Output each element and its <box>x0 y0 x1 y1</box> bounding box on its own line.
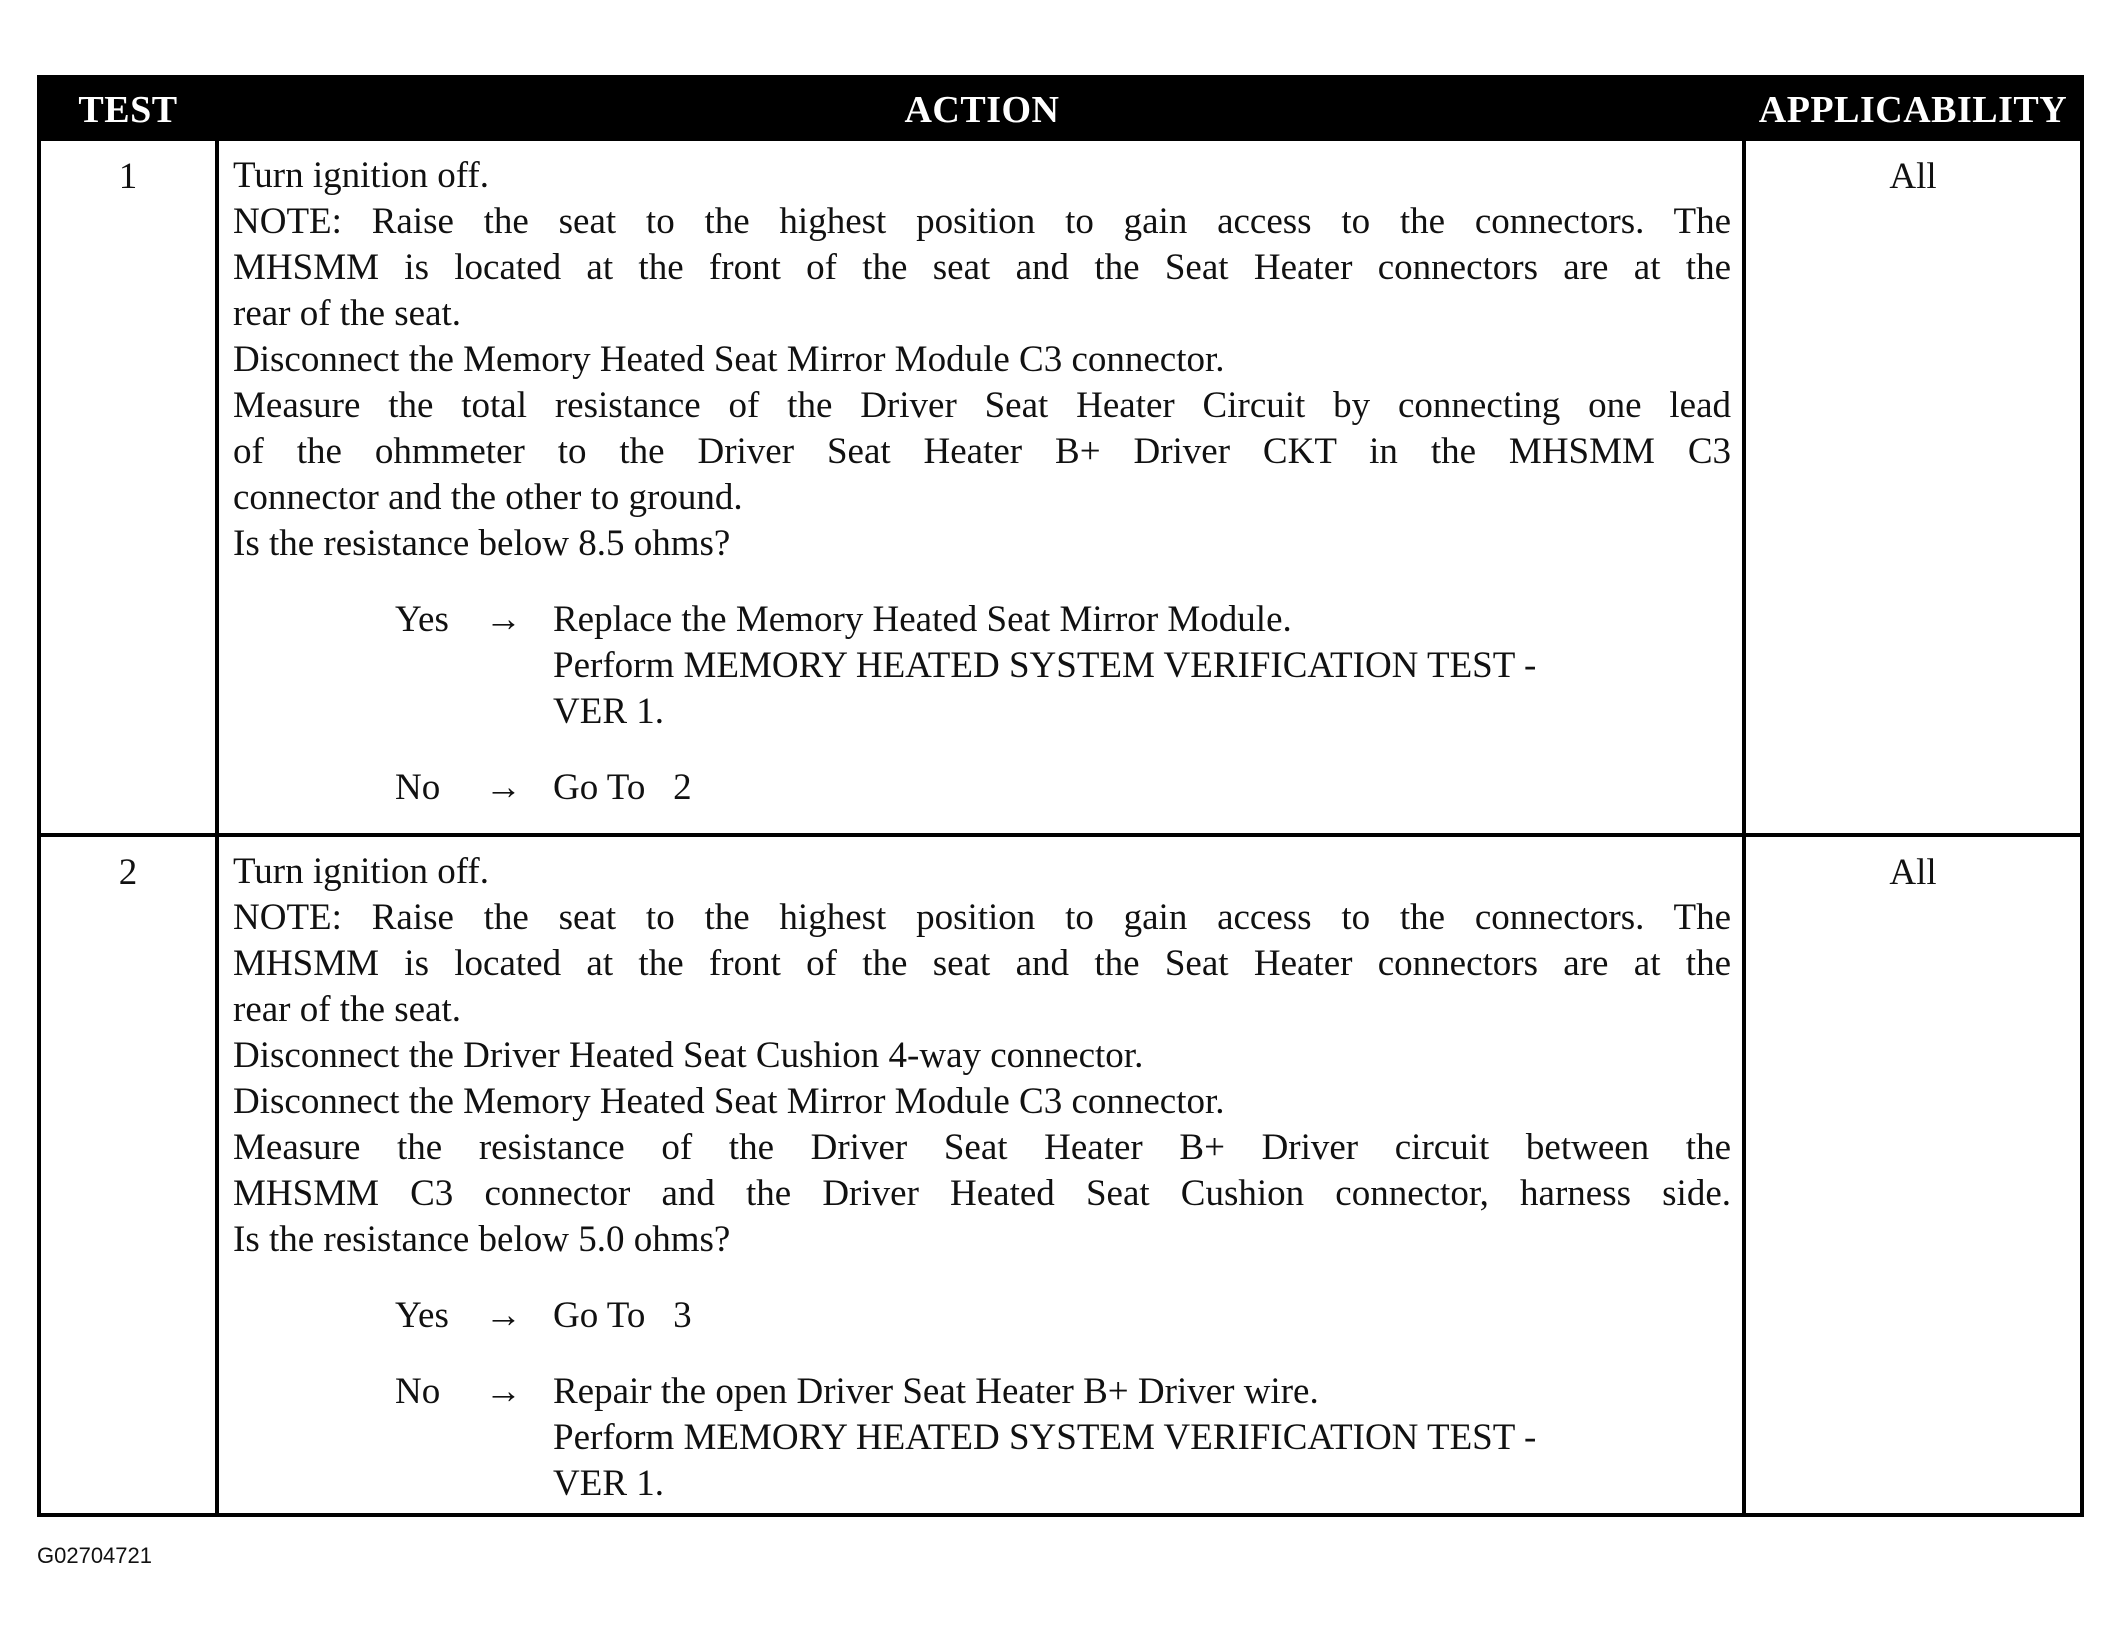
test-row-2 <box>41 837 2080 1513</box>
outcome-line: Go To 3 <box>553 1295 692 1336</box>
outcome-line: VER 1. <box>553 1463 664 1504</box>
header-action: ACTION <box>904 89 1060 131</box>
applicability-value: All <box>1889 156 1937 197</box>
arrow-icon: → <box>485 767 522 808</box>
result-outcome <box>553 1369 1731 1507</box>
action-line: Disconnect the Driver Heated Seat Cushion 4-way connector. <box>233 1035 1144 1076</box>
header-applicability: APPLICABILITY <box>1758 89 2068 131</box>
action-line: Measure the resistance of the Driver Seat Heater B+ Driver circuit between the <box>233 1127 1731 1168</box>
action-text <box>233 849 1731 1507</box>
action-line: rear of the seat. <box>233 989 462 1030</box>
header-test: TEST <box>78 89 178 131</box>
result-yes <box>395 1293 1731 1339</box>
outcome-line: Go To 2 <box>553 767 692 808</box>
action-line: Measure the total resistance of the Driver Seat Heater Circuit by connecting one lead <box>233 385 1731 426</box>
arrow-icon: → <box>485 1371 522 1412</box>
action-line: NOTE: Raise the seat to the highest position to gain access to the connectors. The <box>233 201 1731 242</box>
outcome-line: Replace the Memory Heated Seat Mirror Module. <box>553 599 1292 640</box>
result-label: Yes <box>395 599 449 640</box>
action-line: MHSMM C3 connector and the Driver Heated Seat Cushion connector, harness side. <box>233 1173 1731 1214</box>
figure-id: G02704721 <box>37 1543 152 1568</box>
outcome-line: Perform MEMORY HEATED SYSTEM VERIFICATION TEST - <box>553 1417 1537 1458</box>
action-line: connector and the other to ground. <box>233 477 743 518</box>
action-line: of the ohmmeter to the Driver Seat Heater B+ Driver CKT in the MHSMM C3 <box>233 431 1731 472</box>
table-header <box>41 79 2080 141</box>
action-line: Is the resistance below 8.5 ohms? <box>233 523 731 564</box>
test-number: 2 <box>118 852 138 893</box>
result-label: No <box>395 767 441 808</box>
action-line: Turn ignition off. <box>233 155 489 196</box>
action-line: Disconnect the Memory Heated Seat Mirror Module C3 connector. <box>233 339 1225 380</box>
result-outcome <box>553 1293 1731 1339</box>
result-outcome <box>553 765 1731 811</box>
result-outcome <box>553 597 1731 735</box>
outcome-line: Perform MEMORY HEATED SYSTEM VERIFICATION TEST - <box>553 645 1537 686</box>
action-text <box>233 153 1731 811</box>
test-row-1 <box>41 141 2080 833</box>
applicability-value: All <box>1889 852 1937 893</box>
action-line: rear of the seat. <box>233 293 462 334</box>
arrow-icon: → <box>485 1295 522 1336</box>
outcome-line: VER 1. <box>553 691 664 732</box>
result-yes <box>395 597 1731 735</box>
diagnostic-test-table <box>37 75 2084 1517</box>
arrow-icon: → <box>485 599 522 640</box>
action-line: MHSMM is located at the front of the seat and the Seat Heater connectors are at the <box>233 247 1731 288</box>
result-label: No <box>395 1371 441 1412</box>
action-line: Is the resistance below 5.0 ohms? <box>233 1219 731 1260</box>
test-number: 1 <box>118 156 138 197</box>
action-line: Disconnect the Memory Heated Seat Mirror Module C3 connector. <box>233 1081 1225 1122</box>
result-no <box>395 1369 1731 1507</box>
outcome-line: Repair the open Driver Seat Heater B+ Driver wire. <box>553 1371 1319 1412</box>
action-line: MHSMM is located at the front of the seat and the Seat Heater connectors are at the <box>233 943 1731 984</box>
result-label: Yes <box>395 1295 449 1336</box>
action-line: Turn ignition off. <box>233 851 489 892</box>
action-line: NOTE: Raise the seat to the highest position to gain access to the connectors. The <box>233 897 1731 938</box>
result-no <box>395 765 1731 811</box>
